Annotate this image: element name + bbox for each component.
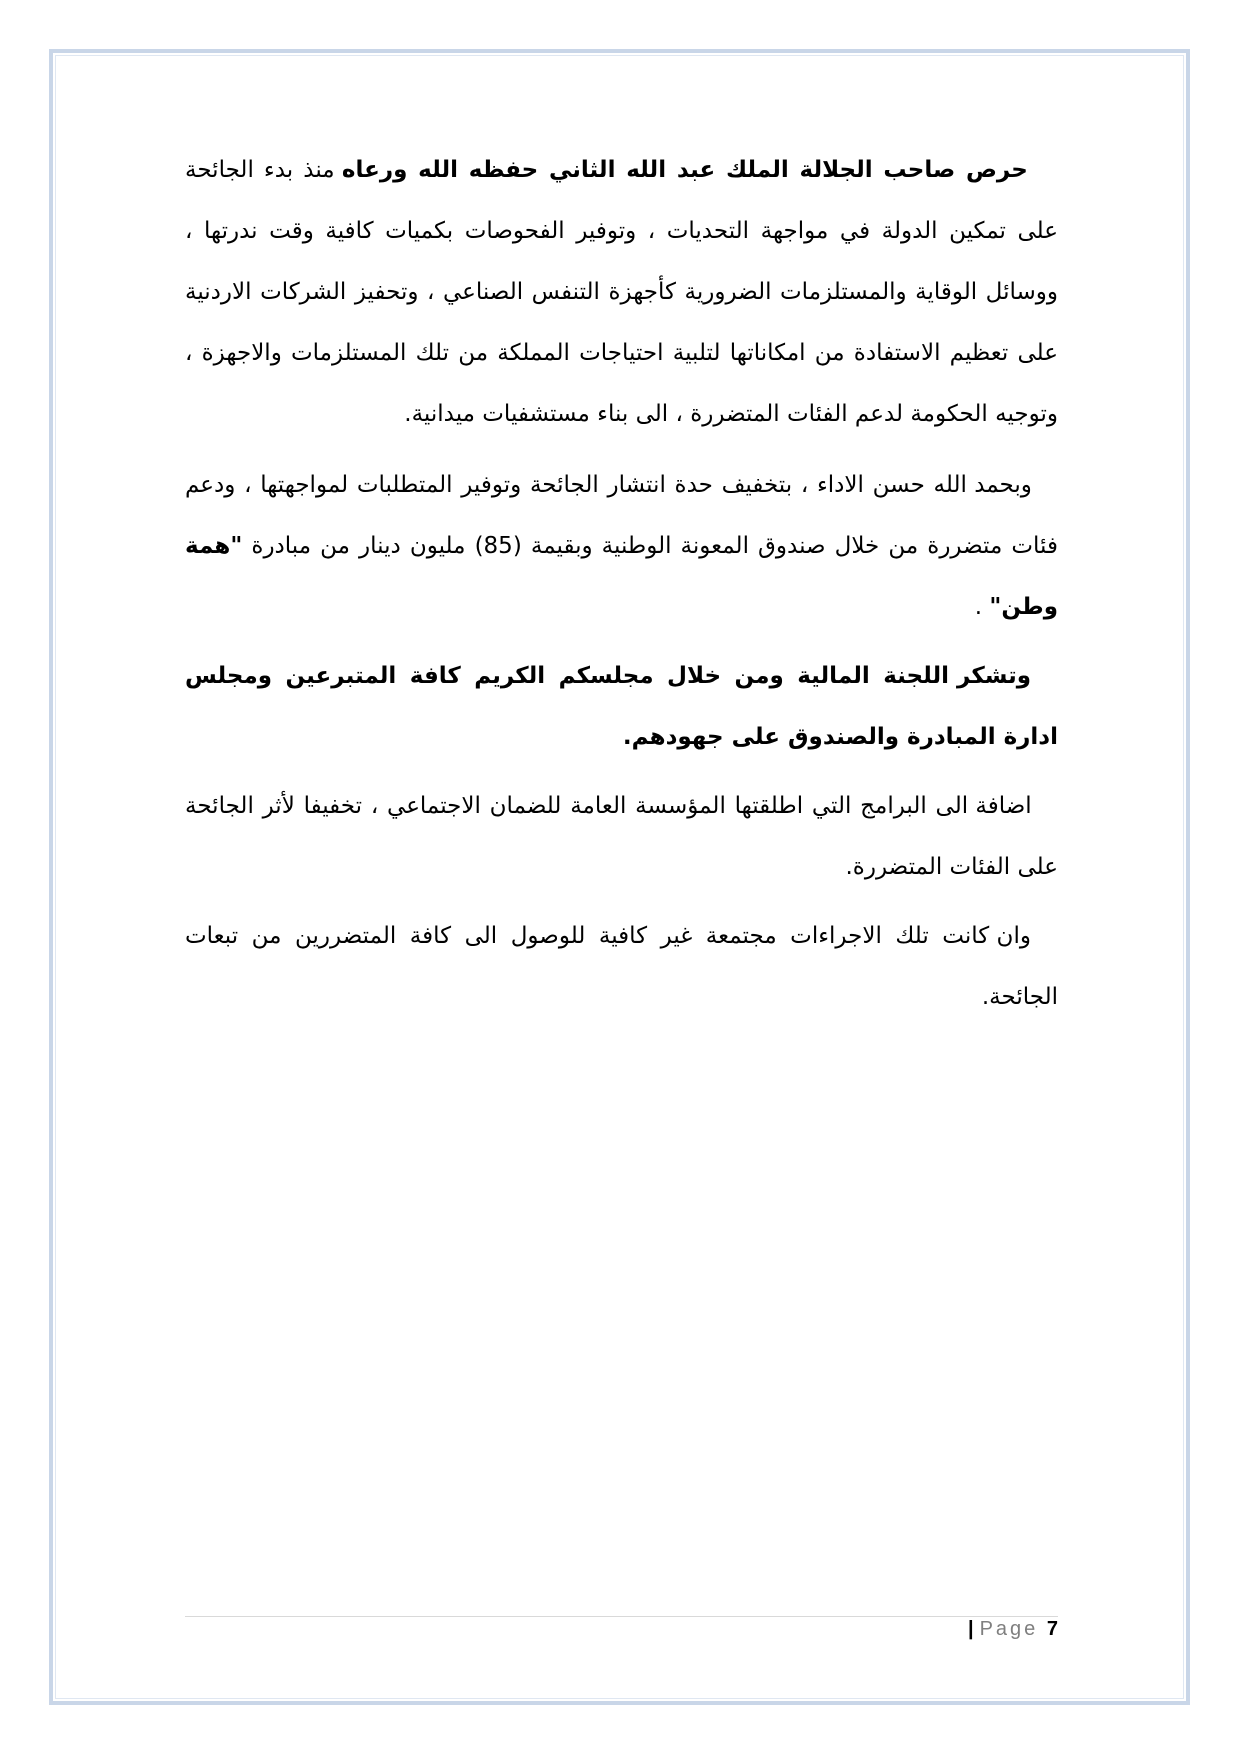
paragraph-3-text: وتشكر اللجنة المالية ومن خلال مجلسكم الكريم كافة المتبرعين ومجلس ادارة المبادرة والصندوق على جهودهم. [185,663,1058,750]
paragraph-3 [185,646,1058,768]
footer-divider [185,1616,1058,1617]
paragraph-2-text-before: وبحمد الله حسن الاداء ، بتخفيف حدة انتشار الجائحة وتوفير المتطلبات لمواجهتها ، ودعم فئات متضررة من خلال صندوق المعونة الوطنية وبقيمة [185,472,1058,559]
paragraph-1 [185,140,1058,445]
footer-page-number: 7 [1046,1618,1058,1640]
paragraph-1-text: منذ بدء الجائحة على تمكين الدولة في مواجهة التحديات ، وتوفير الفحوصات بكميات كافية وقت ندرتها ، ووسائل الوقاية والمستلزمات الضرورية كأجهزة التنفس الصناعي ، وتحفيز الشركات الاردنية على تعظيم الاستفادة من امكاناتها لتلبية احتياجات المملكة من تلك المستلزمات والاجهزة ، وتوجيه الحكومة لدعم الفئات المتضررة ، الى بناء مستشفيات ميدانية. [185,157,1058,427]
paragraph-4 [185,776,1058,898]
paragraph-2-number: (85) [474,533,522,559]
paragraph-2-bold-quote: "همة وطن" [185,533,1058,620]
paragraph-5-text: وان كانت تلك الاجراءات مجتمعة غير كافية للوصول الى كافة المتضررين من تبعات الجائحة. [185,923,1058,1010]
footer-page-label: Page [979,1618,1039,1640]
paragraph-5 [185,906,1058,1028]
paragraph-2-text-middle: مليون دينار من مبادرة [242,533,475,559]
paragraph-2 [185,455,1058,638]
document-body [185,140,1058,1028]
paragraph-2-text-after: . [974,594,990,620]
page-footer [900,1618,1058,1641]
paragraph-4-text: اضافة الى البرامج التي اطلقتها المؤسسة العامة للضمان الاجتماعي ، تخفيفا لأثر الجائحة على الفئات المتضررة. [185,793,1058,880]
paragraph-1-bold-lead: حرص صاحب الجلالة الملك عبد الله الثاني حفظه الله ورعاه [341,157,1028,183]
footer-separator: | [967,1618,974,1640]
